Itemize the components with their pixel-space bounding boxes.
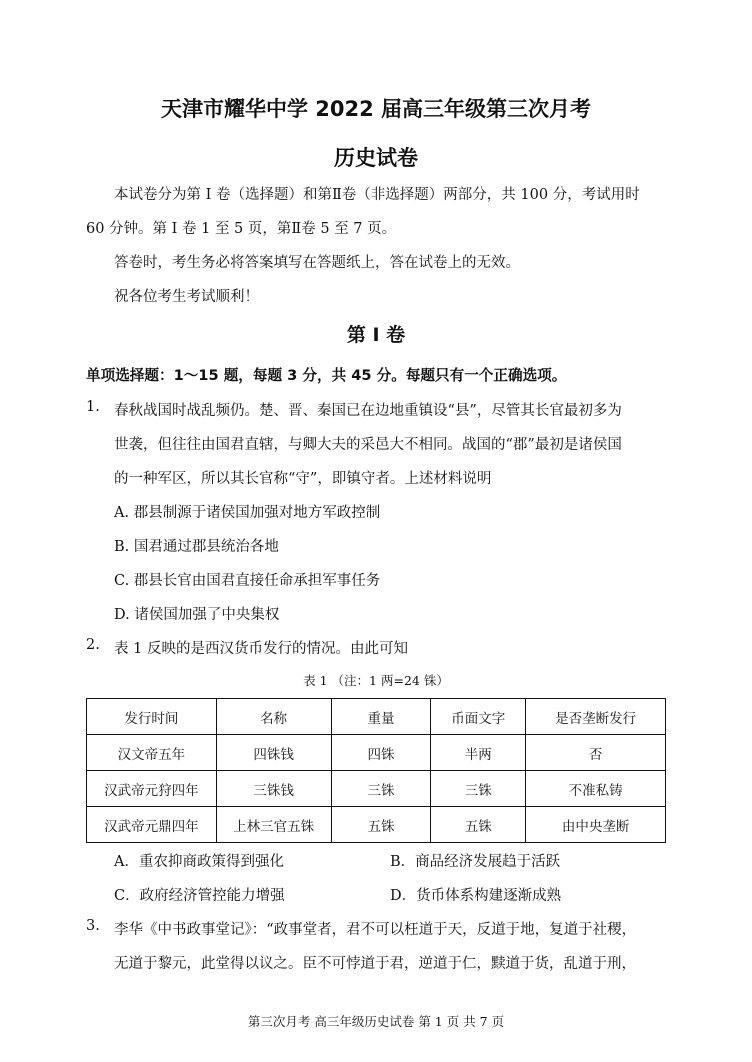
table-header-cell: 发行时间 — [87, 699, 217, 735]
table-header-cell: 币面文字 — [431, 699, 526, 735]
table-row — [87, 807, 666, 843]
currency-table — [86, 698, 666, 843]
table-caption: 表 1 （注：1 两=24 铢） — [303, 673, 449, 688]
question-1-line-1: 春秋战国时战乱频仍。楚、晋、秦国已在边地重镇设“县”，尽管其长官最初多为 — [114, 403, 622, 419]
question-2-option-c: C．政府经济管控能力增强 — [114, 888, 285, 904]
table-cell: 三铢 — [431, 771, 526, 807]
table-header-row — [87, 699, 666, 735]
table-cell: 五铢 — [331, 807, 431, 843]
section-instructions: 单项选择题：1～15 题，每题 3 分，共 45 分。每题只有一个正确选项。 — [86, 367, 567, 384]
table-cell: 半两 — [431, 735, 526, 771]
question-1-option-b: B. 国君通过郡县统治各地 — [114, 539, 279, 555]
table-cell: 不准私铸 — [526, 771, 666, 807]
question-1-line-2: 世袭，但往往由国君直辖，与卿大夫的采邑大不相同。战国的“郡”最初是诸侯国 — [114, 437, 622, 453]
table-header-cell: 名称 — [216, 699, 331, 735]
table-cell: 由中央垄断 — [526, 807, 666, 843]
exam-subtitle: 历史试卷 — [334, 146, 418, 170]
table-cell: 否 — [526, 735, 666, 771]
intro-line-1: 本试卷分为第 I 卷（选择题）和第Ⅱ卷（非选择题）两部分，共 100 分，考试用时 — [114, 187, 640, 203]
question-3-line-1: 李华《中书政事堂记》：“政事堂者，君不可以枉道于天，反道于地，复道于社稷， — [114, 922, 637, 938]
question-2-line-1: 表 1 反映的是西汉货币发行的情况。由此可知 — [114, 641, 408, 657]
table-cell: 汉武帝元狩四年 — [87, 771, 217, 807]
table-cell: 上林三官五铢 — [216, 807, 331, 843]
table-header-cell: 重量 — [331, 699, 431, 735]
intro-line-2: 60 分钟。第 I 卷 1 至 5 页，第Ⅱ卷 5 至 7 页。 — [86, 221, 397, 237]
intro-line-3: 答卷时，考生务必将答案填写在答题纸上，答在试卷上的无效。 — [114, 255, 520, 271]
question-1-option-d: D. 诸侯国加强了中央集权 — [114, 607, 280, 623]
page-footer: 第三次月考 高三年级历史试卷 第 1 页 共 7 页 — [247, 1014, 505, 1029]
table-cell: 汉武帝元鼎四年 — [87, 807, 217, 843]
question-1-number: 1. — [86, 399, 100, 415]
table-cell: 三铢 — [331, 771, 431, 807]
question-2-option-a: A．重农抑商政策得到强化 — [114, 854, 284, 870]
table-cell: 四铢 — [331, 735, 431, 771]
section-title: 第 I 卷 — [346, 324, 406, 346]
table-cell: 三铢钱 — [216, 771, 331, 807]
question-3-number: 3. — [86, 918, 100, 934]
question-2-number: 2. — [86, 637, 100, 653]
table-cell: 五铢 — [431, 807, 526, 843]
table-row — [87, 771, 666, 807]
question-2-option-d: D．货币体系构建逐渐成熟 — [390, 888, 562, 904]
intro-line-4: 祝各位考生考试顺利！ — [114, 289, 259, 305]
question-1-option-a: A. 郡县制源于诸侯国加强对地方军政控制 — [114, 505, 381, 521]
question-2-option-b: B．商品经济发展趋于活跃 — [390, 854, 561, 870]
exam-title: 天津市耀华中学 2022 届高三年级第三次月考 — [160, 97, 592, 121]
table-cell: 四铢钱 — [216, 735, 331, 771]
table-row — [87, 735, 666, 771]
table-cell: 汉文帝五年 — [87, 735, 217, 771]
question-1-option-c: C. 郡县长官由国君直接任命承担军事任务 — [114, 573, 381, 589]
table-header-cell: 是否垄断发行 — [526, 699, 666, 735]
question-1-line-3: 的一种军区，所以其长官称“守”，即镇守者。上述材料说明 — [114, 471, 492, 487]
question-3-line-2: 无道于黎元，此堂得以议之。臣不可悖道于君，逆道于仁，黩道于货，乱道于刑， — [114, 956, 636, 972]
